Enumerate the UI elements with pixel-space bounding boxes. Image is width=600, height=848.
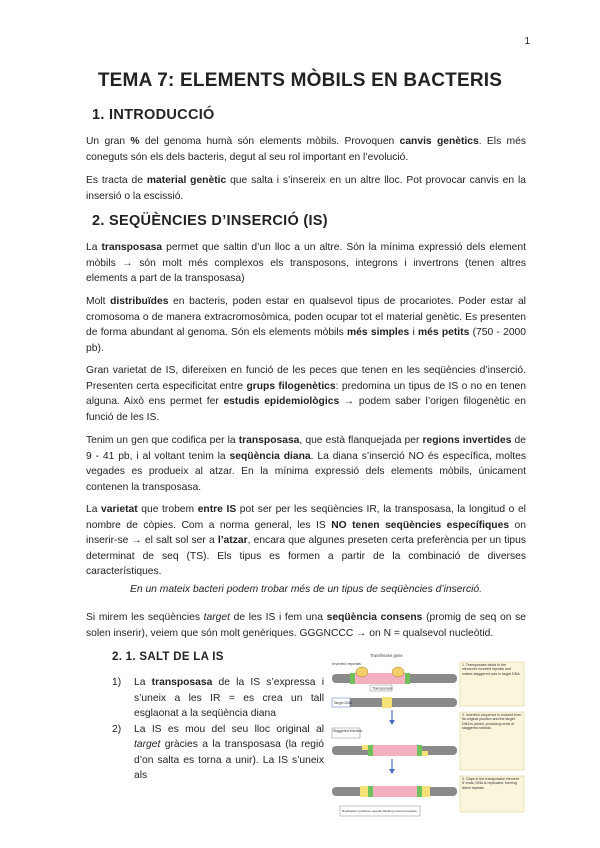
- direct-repeat: [422, 786, 430, 797]
- transposition-figure: [330, 650, 526, 840]
- label-bottom: Replication produces repeats flanking inverted repeats: [342, 809, 417, 813]
- label-top: Transferase gene: [370, 653, 403, 658]
- section-2-1-heading: 2. 1. SALT DE LA IS: [112, 651, 224, 663]
- paragraph-intro-2: Es tracta de material genètic que salta i s’insereix en un altre lloc. Pot provocar canvis en la insersió o la escissió.: [86, 175, 526, 202]
- list-item: 2) La IS es mou del seu lloc original al target gràcies a la transposasa (la regió d’on salta es torna a unir). La IS s’uneix als: [112, 723, 324, 781]
- note-text-3: 3. Gaps in the transposase element 5' ends; DNA is replicated, forming direct repeats.: [462, 777, 519, 790]
- arrow-head-icon: [389, 769, 395, 774]
- arrow-head-icon: [389, 720, 395, 725]
- inverted-repeat: [405, 673, 410, 684]
- target-site: [422, 751, 428, 756]
- paragraph-italic-note: En un mateix bacteri podem trobar més de un tipus de seqüències d’inserció.: [129, 584, 482, 595]
- label-transposase: Transposase: [372, 686, 393, 691]
- steps-list: [112, 675, 324, 784]
- transposition-diagram: [330, 650, 526, 840]
- direct-repeat: [360, 786, 368, 797]
- paragraph-intro-1: Un gran % del genoma humà són elements mòbils. Provoquen canvis genètics. Els més coneguts són els dels bacteris, degut al seu rol important en l’evolució.: [86, 136, 526, 163]
- inverted-repeat: [417, 745, 422, 756]
- paragraph-distribuides: Molt distribuïdes en bacteris, poden estar en qualsevol tipus de procariotes. Poder estar al cromosoma o de manera extracromosòmica, poden ocupar tot el material genètic. Es presenten de forma abundant al genoma. Són els elements mòbils més simples i més petits (750 - 2000 pb).: [86, 296, 527, 354]
- note-text-2: 2. Insertion sequence is excised from its original position and the target DNA is joined, producing ends of staggered strands.: [462, 713, 522, 731]
- label-inverted: Inverted repeats: [332, 661, 361, 666]
- transposase-protein: [356, 667, 368, 677]
- document-title: TEMA 7: ELEMENTS MÒBILS EN BACTERIS: [97, 70, 503, 91]
- is-element: [368, 786, 422, 797]
- section-1-heading: 1. INTRODUCCIÓ: [92, 107, 215, 123]
- page-number: 1: [524, 36, 530, 47]
- label-target: Target DNA: [333, 701, 353, 705]
- target-site: [382, 697, 392, 708]
- inverted-repeat: [417, 786, 422, 797]
- target-site: [362, 745, 368, 750]
- paragraph-varietat-entre-is: La varietat que trobem entre IS pot ser per les seqüències IR, la transposasa, la longitud o el nombre de còpies. Com a norma general, les IS NO tenen seqüències específiques on inserir-se → el salt sol ser a l’atzar, encara que algunes preseten certa preferència per un tipus determinat de seq (TS). Els tipus es formen a partir de la combinació de diverses característiques.: [86, 504, 526, 577]
- paragraph-gen-transposasa: Tenim un gen que codifica per la transposasa, que està flanquejada per regions invertides de 9 - 41 pb, i al voltant tenim la seqüència diana. La diana s’inserció NO és específica, moltes vegades es produeix al atzar. En la mínima expressió dels elements mòbils, únicament contenen la transposasa.: [86, 435, 526, 493]
- paragraph-varietat-is: Gran varietat de IS, difereixen en funció de les peces que tenen en les seqüències d’inserció. Presenten certa especificitat entre grups filogenètics: predomina un tipus de IS o no en tenen alguna. Això ens permet fer estudis epidemiològics → podem saber l’origen filogenètic en funció de les IS.: [86, 365, 526, 423]
- paragraph-consens: Si mirem les seqüències target de les IS i fem una seqüència consens (promig de seq on se solen inserir), veiem que són molt genèriques. GGGNCCC → on N = qualsevol nucleòtid.: [86, 612, 527, 639]
- inverted-repeat: [368, 745, 373, 756]
- note-text-1: 1. Transposase binds to the element's inverted repeats and makes staggered cuts in target DNA.: [462, 663, 521, 676]
- section-2-heading: 2. SEQÜÈNCIES D’INSERCIÓ (IS): [92, 213, 328, 229]
- inverted-repeat: [350, 673, 355, 684]
- inverted-repeat: [368, 786, 373, 797]
- paragraph-transposasa: La transposasa permet que saltin d’un lloc a un altre. Són la mínima expressió dels element mòbils → són molt més complexos els transposons, integrons i invertrons (tenen altres elements a part de la transposasa): [86, 242, 526, 284]
- list-item: 1) La transposasa de la IS s’expressa i s’uneix a les IR = es crea un tall esglaonat a la seqüència diana: [112, 677, 324, 719]
- is-element: [368, 745, 422, 756]
- transposase-protein: [392, 667, 404, 677]
- label-staggered: Staggered insertion: [333, 729, 363, 733]
